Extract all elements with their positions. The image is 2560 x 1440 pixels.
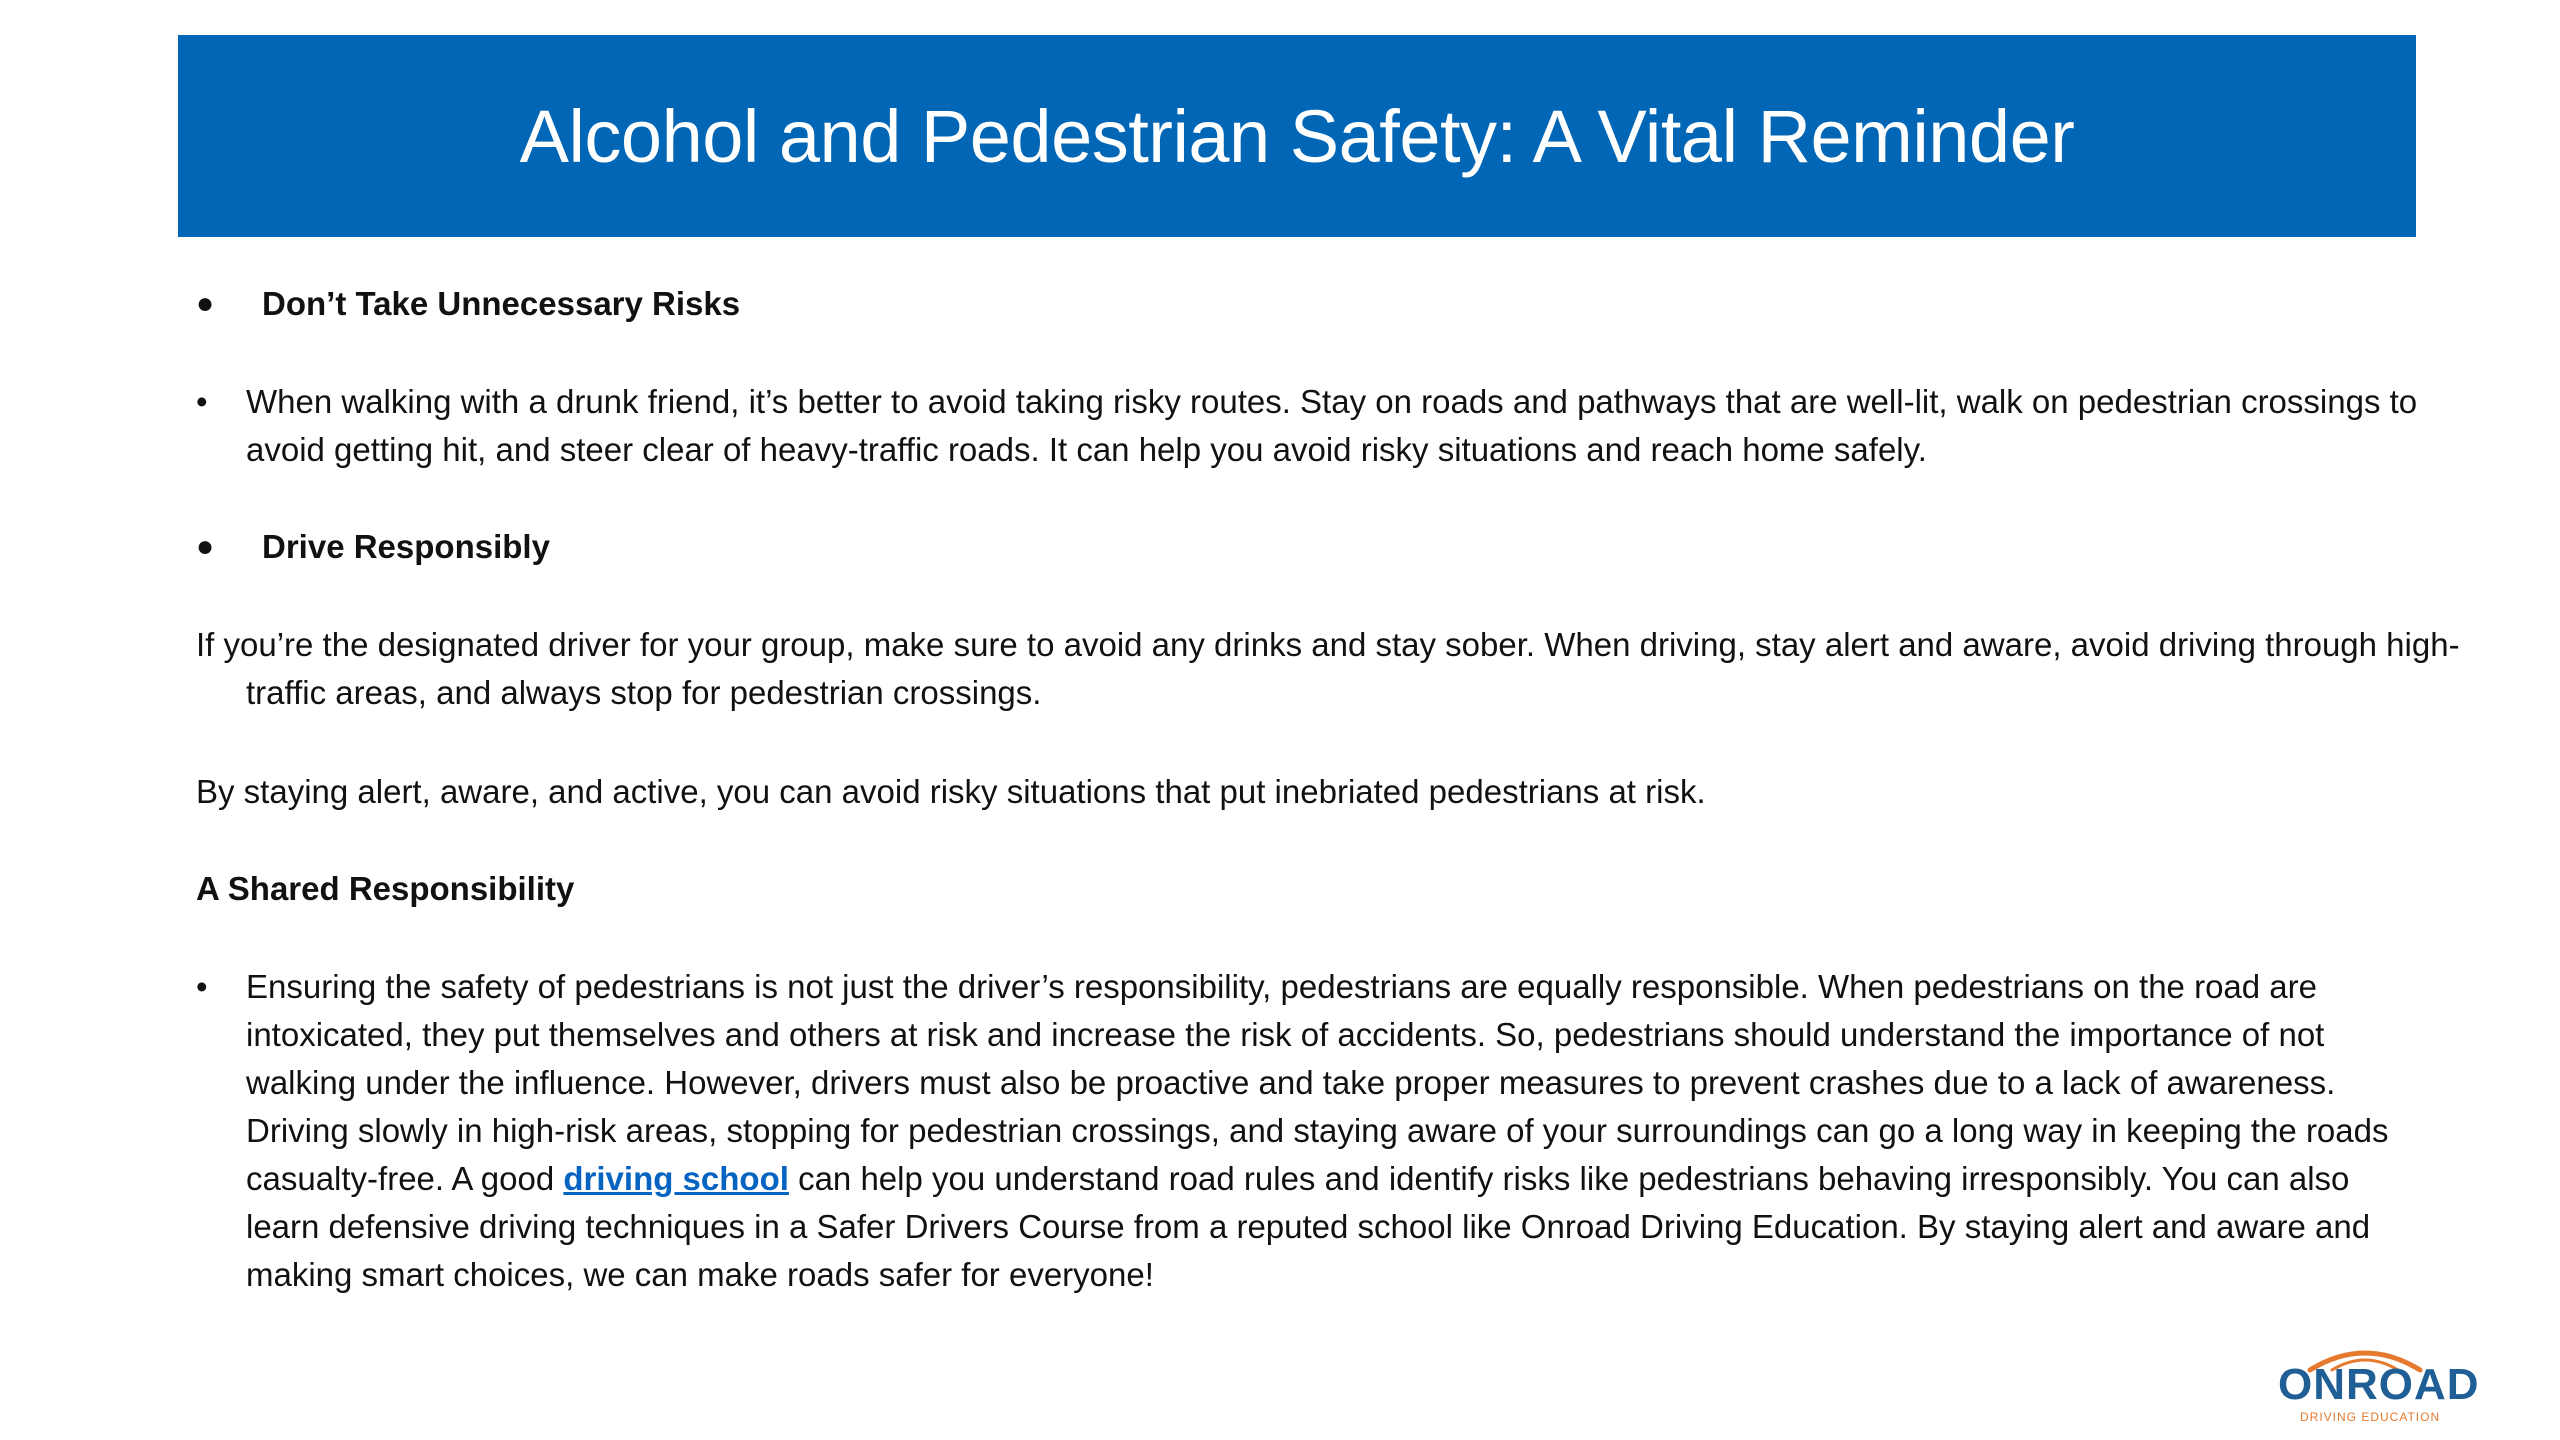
heading-risks	[196, 280, 2426, 328]
round-bullet-icon: ●	[196, 287, 215, 320]
slide-title: Alcohol and Pedestrian Safety: A Vital Reminder	[519, 94, 2075, 178]
logo-tagline: DRIVING EDUCATION	[2300, 1410, 2441, 1424]
bullet-icon: •	[196, 383, 208, 420]
title-band	[178, 35, 2416, 237]
risks-item-text: When walking with a drunk friend, it’s better to avoid taking risky routes. Stay on roads and pathways that are well-lit, walk on pedestrian crossings to avoid getting hit, and steer clear of heavy-traffic roads. It can help you avoid risky situations and reach home safely.	[246, 383, 2418, 468]
drive-summary: By staying alert, aware, and active, you can avoid risky situations that put inebriated pedestrians at risk.	[196, 773, 1706, 810]
round-bullet-icon: ●	[196, 530, 215, 563]
heading-shared: A Shared Responsibility	[196, 870, 575, 907]
logo-wordmark: ONROAD	[2278, 1360, 2480, 1409]
risks-list-item	[196, 378, 2426, 474]
shared-list-item	[196, 963, 2426, 1299]
bullet-icon: •	[196, 968, 208, 1005]
shared-text-before-link: Ensuring the safety of pedestrians is not just the driver’s responsibility, pedestrians are equally responsible. When pedestrians on the road are intoxicated, they put themselves and others at risk and increase the risk of accidents. So, pedestrians should understand the importance of not walking under the influence. However, drivers must also be proactive and take proper measures to prevent crashes due to a lack of awareness. Driving slowly in high-risk areas, stopping for pedestrian crossings, and staying aware of your surroundings can go a long way in keeping the roads casualty-free. A good	[246, 968, 2389, 1197]
heading-risks-text: Don’t Take Unnecessary Risks	[262, 285, 741, 322]
drive-paragraph: If you’re the designated driver for your group, make sure to avoid any drinks and stay sober. When driving, stay alert and aware, avoid driving through high-traffic areas, and always stop for pedestrian crossings.	[196, 626, 2460, 711]
heading-drive	[196, 523, 2426, 571]
driving-school-link[interactable]: driving school	[563, 1160, 789, 1197]
shared-text-after-link: can help you understand road rules and identify risks like pedestrians behaving irresponsibly. You can also learn defensive driving techniques in a Safer Drivers Course from a reputed school like Onroad Driving Education. By staying alert and aware and making smart choices, we can make roads safer for everyone!	[246, 1160, 2371, 1293]
onroad-logo	[2270, 1340, 2480, 1426]
heading-drive-text: Drive Responsibly	[262, 528, 550, 565]
shared-item-text	[246, 963, 2426, 1299]
